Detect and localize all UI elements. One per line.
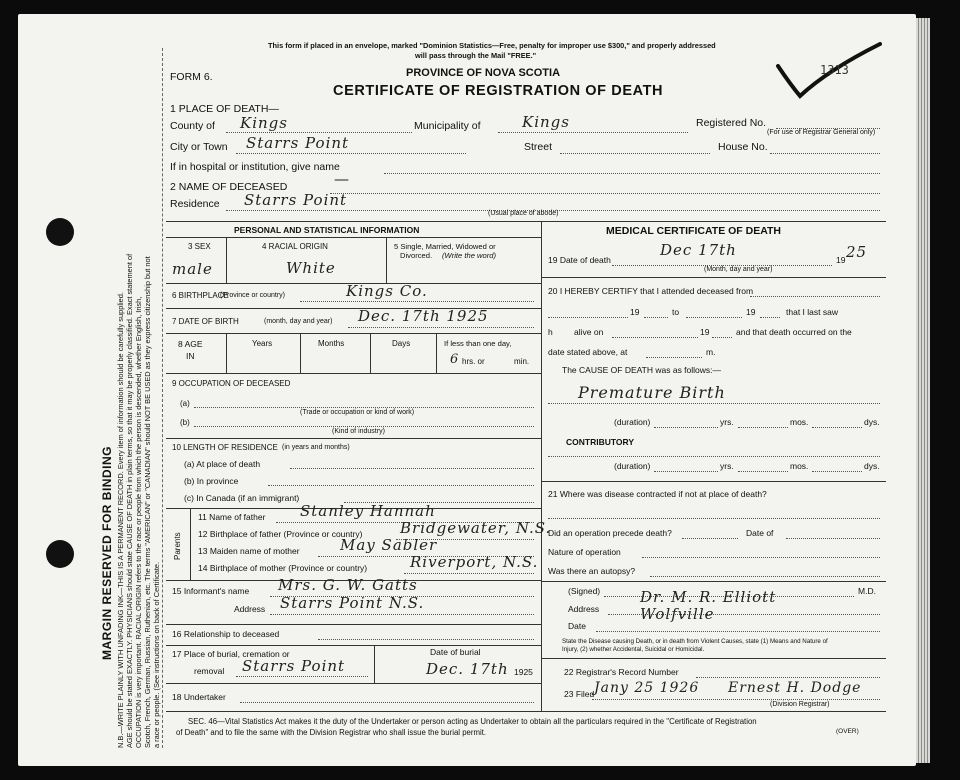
mother-birthplace-label: 14 Birthplace of mother (Province or country) <box>198 563 368 573</box>
row-rule-occupation <box>166 438 541 439</box>
certify-year-b-line <box>760 317 780 318</box>
deceased-name-label: 2 NAME OF DECEASED <box>170 181 288 193</box>
mail-notice-line2: will pass through the Mail "FREE." <box>415 51 537 60</box>
birthplace-note: (Province or country) <box>220 292 285 299</box>
deceased-name-line <box>330 193 880 194</box>
contributory-label: CONTRIBUTORY <box>566 437 634 447</box>
cause-line <box>548 403 880 404</box>
operation-line <box>682 538 738 539</box>
residence-c-label: (c) In Canada (if an immigrant) <box>184 493 300 503</box>
dob-line <box>348 327 534 328</box>
city-value: Starrs Point <box>246 134 350 152</box>
physician-signature: Dr. M. R. Elliott <box>640 588 777 606</box>
registrar-signature: Ernest H. Dodge <box>728 680 862 696</box>
occupation-label: 9 OCCUPATION OF DECEASED <box>172 379 291 388</box>
disease-contracted-line <box>548 518 880 519</box>
registrar-record-line <box>696 677 880 678</box>
physician-address-value: Wolfville <box>640 605 715 623</box>
personal-header-rule <box>166 237 541 238</box>
undertaker-line <box>240 702 534 703</box>
table-bottom-rule <box>166 711 886 712</box>
cause-mos-line <box>738 427 788 428</box>
house-no-line <box>770 153 880 154</box>
informant-label: 15 Informant's name <box>172 586 250 596</box>
residence-value: Starrs Point <box>244 191 348 209</box>
margin-line <box>162 48 163 748</box>
cause-dys-label: dys. <box>864 417 880 427</box>
county-line <box>226 132 412 133</box>
certify-line-1: 20 I HEREBY CERTIFY that I attended deceased from <box>548 286 754 296</box>
physician-address-label: Address <box>568 604 600 614</box>
form-number: FORM 6. <box>170 71 213 83</box>
row-rule-death-date <box>541 277 886 278</box>
nature-of-operation-line <box>642 557 880 558</box>
occupation-a-line <box>194 407 534 408</box>
certify-alive: alive on <box>574 327 604 337</box>
certify-alive-line <box>612 337 698 338</box>
hours-value: 6 <box>450 352 460 367</box>
age-in-label: IN <box>186 351 195 361</box>
death-year-value: 25 <box>846 243 868 261</box>
municipality-line <box>498 132 688 133</box>
sex-divider <box>226 237 227 283</box>
years-label: Years <box>252 339 273 348</box>
mother-birthplace-value: Riverport, N.S. <box>410 553 539 571</box>
state-note-2: Injury, (2) whether Accidental, Suicidal or Homicidal. <box>562 646 705 653</box>
occupation-a-note: (Trade or occupation or kind of work) <box>300 409 415 416</box>
certify-year-a-line <box>644 317 668 318</box>
burial-place-label-1: 17 Place of burial, cremation or <box>172 649 290 659</box>
residence-length-note: (in years and months) <box>282 444 350 451</box>
residence-b-label: (b) In province <box>184 476 239 486</box>
margin-heading: MARGIN RESERVED FOR BINDING <box>100 446 114 660</box>
county-label: County of <box>170 120 215 132</box>
operation-date-line <box>786 538 880 539</box>
days-label: Days <box>392 339 411 348</box>
informant-address-value: Starrs Point N.S. <box>280 594 425 612</box>
registered-no-label: Registered No. <box>696 117 767 129</box>
column-divider <box>541 221 542 711</box>
sex-label: 3 SEX <box>188 242 211 251</box>
autopsy-label: Was there an autopsy? <box>548 566 636 576</box>
filed-line <box>592 699 880 700</box>
certify-death-occurred: and that death occurred on the <box>736 327 852 337</box>
occupation-a-label: (a) <box>180 399 190 408</box>
marital-label-1: 5 Single, Married, Widowed or <box>394 242 496 251</box>
birthplace-value: Kings Co. <box>346 282 428 300</box>
contrib-mos-line <box>738 471 788 472</box>
table-top-rule <box>166 221 886 222</box>
relationship-label: 16 Relationship to deceased <box>172 629 280 639</box>
contrib-yrs-line <box>654 471 718 472</box>
autopsy-line <box>650 576 880 577</box>
death-year-prefix: 19 <box>836 255 846 265</box>
cause-mos-label: mos. <box>790 417 809 427</box>
contrib-dys-line <box>812 471 862 472</box>
disease-contracted-question: 21 Where was disease contracted if not at place of death? <box>548 489 767 499</box>
mail-notice-line1: This form if placed in an envelope, marked "Dominion Statistics—Free, penalty for improper use $300," and properly addressed <box>268 41 716 50</box>
street-label: Street <box>524 141 553 153</box>
months-label: Months <box>318 339 345 348</box>
cause-yrs-line <box>654 427 718 428</box>
racial-origin-label: 4 RACIAL ORIGIN <box>262 242 328 251</box>
row-rule-informant <box>166 624 541 625</box>
certify-m: m. <box>706 347 716 357</box>
age-divider-1 <box>226 333 227 373</box>
certify-to-line <box>686 317 742 318</box>
md-label: M.D. <box>858 586 876 596</box>
age-divider-2 <box>300 333 301 373</box>
residence-a-line <box>290 468 534 469</box>
birthplace-label: 6 BIRTHPLACE <box>172 291 229 300</box>
burial-divider <box>374 645 375 683</box>
municipality-value: Kings <box>522 113 570 131</box>
marital-note: (Write the word) <box>442 251 497 260</box>
mother-name-value: May Sabler <box>340 536 438 554</box>
operation-label: Did an operation precede death? <box>548 528 672 538</box>
division-registrar-note: (Division Registrar) <box>770 701 830 708</box>
father-name-value: Stanley Hannah <box>300 502 436 520</box>
contrib-yrs-label: yrs. <box>720 461 734 471</box>
page-title: CERTIFICATE OF REGISTRATION OF DEATH <box>333 83 664 99</box>
certify-last-saw: that I last saw <box>786 307 838 317</box>
filed-label: 23 Filed <box>564 689 595 699</box>
marital-label-2: Divorced. <box>400 251 433 260</box>
contrib-mos-label: mos. <box>790 461 809 471</box>
residence-length-label: 10 LENGTH OF RESIDENCE <box>172 443 278 452</box>
margin-instruction-5: a race or people. (See instructions on back of Certificate. <box>152 561 161 748</box>
sex-value: male <box>172 260 213 278</box>
burial-date-value: Dec. 17th <box>426 660 509 678</box>
residence-label: Residence <box>170 198 220 210</box>
burial-place-label-2: removal <box>194 666 225 676</box>
contrib-duration-label: (duration) <box>614 461 651 471</box>
cause-dys-line <box>812 427 862 428</box>
death-date-value: Dec 17th <box>660 241 737 259</box>
contributory-line <box>548 456 880 457</box>
death-date-note: (Month, day and year) <box>704 266 773 273</box>
city-label: City or Town <box>170 141 228 153</box>
certify-year-b: 19 <box>746 307 756 317</box>
race-divider <box>386 237 387 283</box>
abode-note: (Usual place of abode) <box>488 210 559 217</box>
physician-date-line <box>596 631 880 632</box>
binding-hole-top <box>46 218 74 246</box>
parents-label: Parents <box>173 532 182 560</box>
physician-date-label: Date <box>568 621 586 631</box>
row-rule-age <box>166 373 541 374</box>
registrar-record-label: 22 Registrar's Record Number <box>564 667 679 677</box>
hospital-label: If in hospital or institution, give name <box>170 161 340 173</box>
medical-info-header: MEDICAL CERTIFICATE OF DEATH <box>606 225 781 237</box>
footer-line-2: of Death" and to file the same with the Division Registrar who shall issue the burial permit. <box>176 728 487 737</box>
street-line <box>560 153 710 154</box>
nature-of-operation-label: Nature of operation <box>548 547 621 557</box>
city-line <box>236 153 466 154</box>
row-rule-relationship <box>166 645 541 646</box>
place-of-death-label: 1 PLACE OF DEATH— <box>170 103 279 115</box>
state-note-1: State the Disease causing Death, or in death from Violent Causes, state (1) Means and Nature of <box>562 638 828 645</box>
margin-instruction-4: Scotch, French, German, Russian, Ruthenian, etc. The terms "AMERICAN" or "CANADIAN" should NOT BE USED as they express citizenship but not <box>143 256 152 748</box>
undertaker-label: 18 Undertaker <box>172 692 226 702</box>
parents-divider <box>190 508 191 580</box>
residence-a-label: (a) At place of death <box>184 459 261 469</box>
burial-place-value: Starrs Point <box>242 657 346 675</box>
certify-h: h <box>548 327 553 337</box>
dob-label: 7 DATE OF BIRTH <box>172 317 239 326</box>
house-no-label: House No. <box>718 141 768 153</box>
occupation-b-label: (b) <box>180 418 190 427</box>
age-divider-3 <box>370 333 371 373</box>
relationship-line <box>318 639 534 640</box>
father-birthplace-label: 12 Birthplace of father (Province or country) <box>198 529 363 539</box>
contrib-dys-label: dys. <box>864 461 880 471</box>
registered-no-note: (For use of Registrar General only) <box>767 129 876 136</box>
row-rule-burial <box>166 683 541 684</box>
hours-label: hrs. or <box>462 357 485 366</box>
row-rule-autopsy <box>541 581 886 582</box>
dob-value: Dec. 17th 1925 <box>358 307 489 325</box>
dob-note: (month, day and year) <box>264 318 333 325</box>
row-rule-signature <box>541 658 886 659</box>
hospital-line <box>384 173 880 174</box>
operation-date-label: Date of <box>746 528 774 538</box>
minutes-label: min. <box>514 357 530 366</box>
birthplace-line <box>300 301 534 302</box>
certify-date-above: date stated above, at <box>548 347 628 357</box>
mother-birthplace-line <box>404 573 534 574</box>
informant-address-label: Address <box>234 604 266 614</box>
burial-place-line <box>236 676 368 677</box>
footer-over: (OVER) <box>836 728 859 735</box>
age-divider-4 <box>436 333 437 373</box>
certify-time-line <box>646 357 702 358</box>
racial-origin-value: White <box>286 259 336 277</box>
deceased-name-value: — <box>334 170 350 188</box>
father-birthplace-value: Bridgewater, N.S. <box>400 519 552 537</box>
personal-info-header: PERSONAL AND STATISTICAL INFORMATION <box>234 225 420 235</box>
margin-instruction-2: AGE should be stated EXACTLY. PHYSICIANS should state CAUSE OF DEATH in plain terms, so that it may be properly classified. Exact statement of <box>125 253 134 748</box>
less-than-day-label: If less than one day, <box>444 339 512 348</box>
burial-date-year: 1925 <box>514 667 533 677</box>
province-label: PROVINCE OF NOVA SCOTIA <box>406 67 561 79</box>
residence-b-line <box>268 485 534 486</box>
occupation-b-line <box>194 426 534 427</box>
municipality-label: Municipality of <box>414 120 481 132</box>
row-rule-dob <box>166 333 541 334</box>
informant-value: Mrs. G. W. Gatts <box>278 576 418 594</box>
certify-year-a: 19 <box>630 307 640 317</box>
cause-duration-label: (duration) <box>614 417 651 427</box>
occupation-b-note: (Kind of industry) <box>332 428 385 435</box>
county-value: Kings <box>240 114 288 132</box>
certify-blank-line <box>548 317 628 318</box>
margin-instruction-1: N.B.—WRITE PLAINLY WITH UNFADING INK—THIS IS A PERMANENT RECORD. Every item of information should be carefully supplied. <box>116 292 125 748</box>
cause-of-death-label: The CAUSE OF DEATH was as follows:— <box>562 365 722 375</box>
burial-date-label: Date of burial <box>430 647 481 657</box>
stamp-number: 1313 <box>820 63 849 77</box>
footer-line-1: SEC. 46—Vital Statistics Act makes it the duty of the Undertaker or person acting as Undertaker to obtain all the particulars required in the "Certificate of Registration <box>188 717 757 726</box>
margin-instruction-3: OCCUPATION is very important. RACIAL ORIGIN refers to the race or people from which the person is descended, whether English, Irish, <box>134 296 143 748</box>
certify-year-c: 19 <box>700 327 710 337</box>
binding-hole-bottom <box>46 540 74 568</box>
informant-address-line <box>270 614 534 615</box>
age-label: 8 AGE <box>178 339 203 349</box>
cause-of-death-value: Premature Birth <box>578 383 726 402</box>
row-rule-cause <box>541 481 886 482</box>
cause-yrs-label: yrs. <box>720 417 734 427</box>
certify-to: to <box>672 307 680 317</box>
certify-year-c-line <box>712 337 732 338</box>
mother-name-label: 13 Maiden name of mother <box>198 546 300 556</box>
signed-label: (Signed) <box>568 586 601 596</box>
father-name-label: 11 Name of father <box>198 512 266 522</box>
filed-date-value: Jany 25 1926 <box>594 680 700 696</box>
death-date-label: 19 Date of death <box>548 255 611 265</box>
certify-from-line <box>750 296 880 297</box>
